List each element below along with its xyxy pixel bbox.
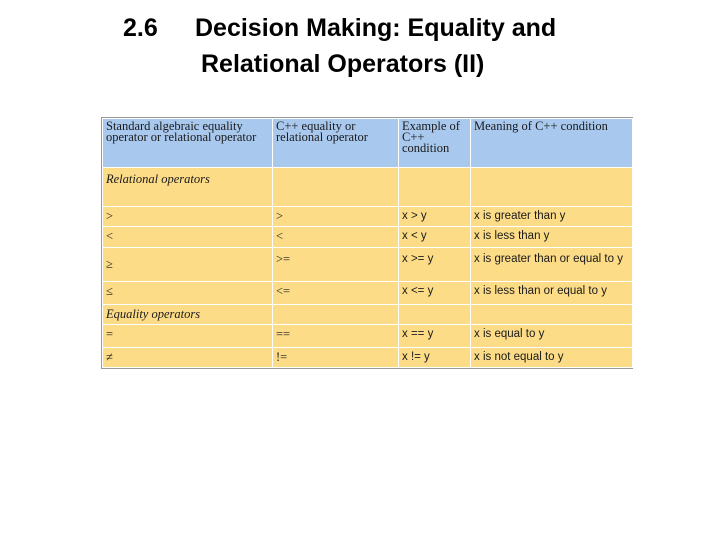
- cell-example: x <= y: [399, 282, 471, 304]
- cell-algebraic: =: [103, 325, 273, 347]
- section-row-relational: [103, 167, 633, 206]
- cell-algebraic: ≠: [103, 347, 273, 367]
- cell-algebraic: ≥: [103, 247, 273, 282]
- header-meaning: Meaning of C++ condition: [471, 119, 633, 168]
- slide-title: [0, 0, 720, 100]
- cell-meaning: x is equal to y: [471, 325, 633, 347]
- section-row-equality: [103, 304, 633, 324]
- cell-meaning: x is greater than or equal to y: [471, 247, 633, 282]
- cell-example: x > y: [399, 206, 471, 226]
- cell-cpp-operator: <: [273, 227, 399, 247]
- section-label-equality: Equality operators: [103, 304, 273, 324]
- cell-example: x != y: [399, 347, 471, 367]
- cell-cpp-operator: !=: [273, 347, 399, 367]
- cell-meaning: x is not equal to y: [471, 347, 633, 367]
- cell-example: x >= y: [399, 247, 471, 282]
- section-number: 2.6: [123, 14, 158, 42]
- cell-cpp-operator: ==: [273, 325, 399, 347]
- header-algebraic: Standard algebraic equality operator or relational operator: [103, 119, 273, 168]
- title-line-1: Decision Making: Equality and: [195, 14, 557, 42]
- cell-meaning: x is less than y: [471, 227, 633, 247]
- cell-cpp-operator: >: [273, 206, 399, 226]
- title-line-2: Relational Operators (II): [201, 50, 485, 78]
- cell-cpp-operator: <=: [273, 282, 399, 304]
- table-row: [103, 227, 633, 247]
- table-row: [103, 282, 633, 304]
- table-row: [103, 347, 633, 367]
- cell-cpp-operator: >=: [273, 247, 399, 282]
- cell-meaning: x is greater than y: [471, 206, 633, 226]
- cell-example: x == y: [399, 325, 471, 347]
- header-cpp-operator: C++ equality or relational operator: [273, 119, 399, 168]
- header-example: Example of C++ condition: [399, 119, 471, 168]
- table-row: [103, 206, 633, 226]
- section-label-relational: Relational operators: [103, 167, 273, 206]
- cell-algebraic: >: [103, 206, 273, 226]
- table-row: [103, 247, 633, 282]
- operators-table: [101, 117, 633, 369]
- table-header-row: [103, 119, 633, 168]
- cell-meaning: x is less than or equal to y: [471, 282, 633, 304]
- cell-example: x < y: [399, 227, 471, 247]
- cell-algebraic: <: [103, 227, 273, 247]
- table-row: [103, 325, 633, 347]
- cell-algebraic: ≤: [103, 282, 273, 304]
